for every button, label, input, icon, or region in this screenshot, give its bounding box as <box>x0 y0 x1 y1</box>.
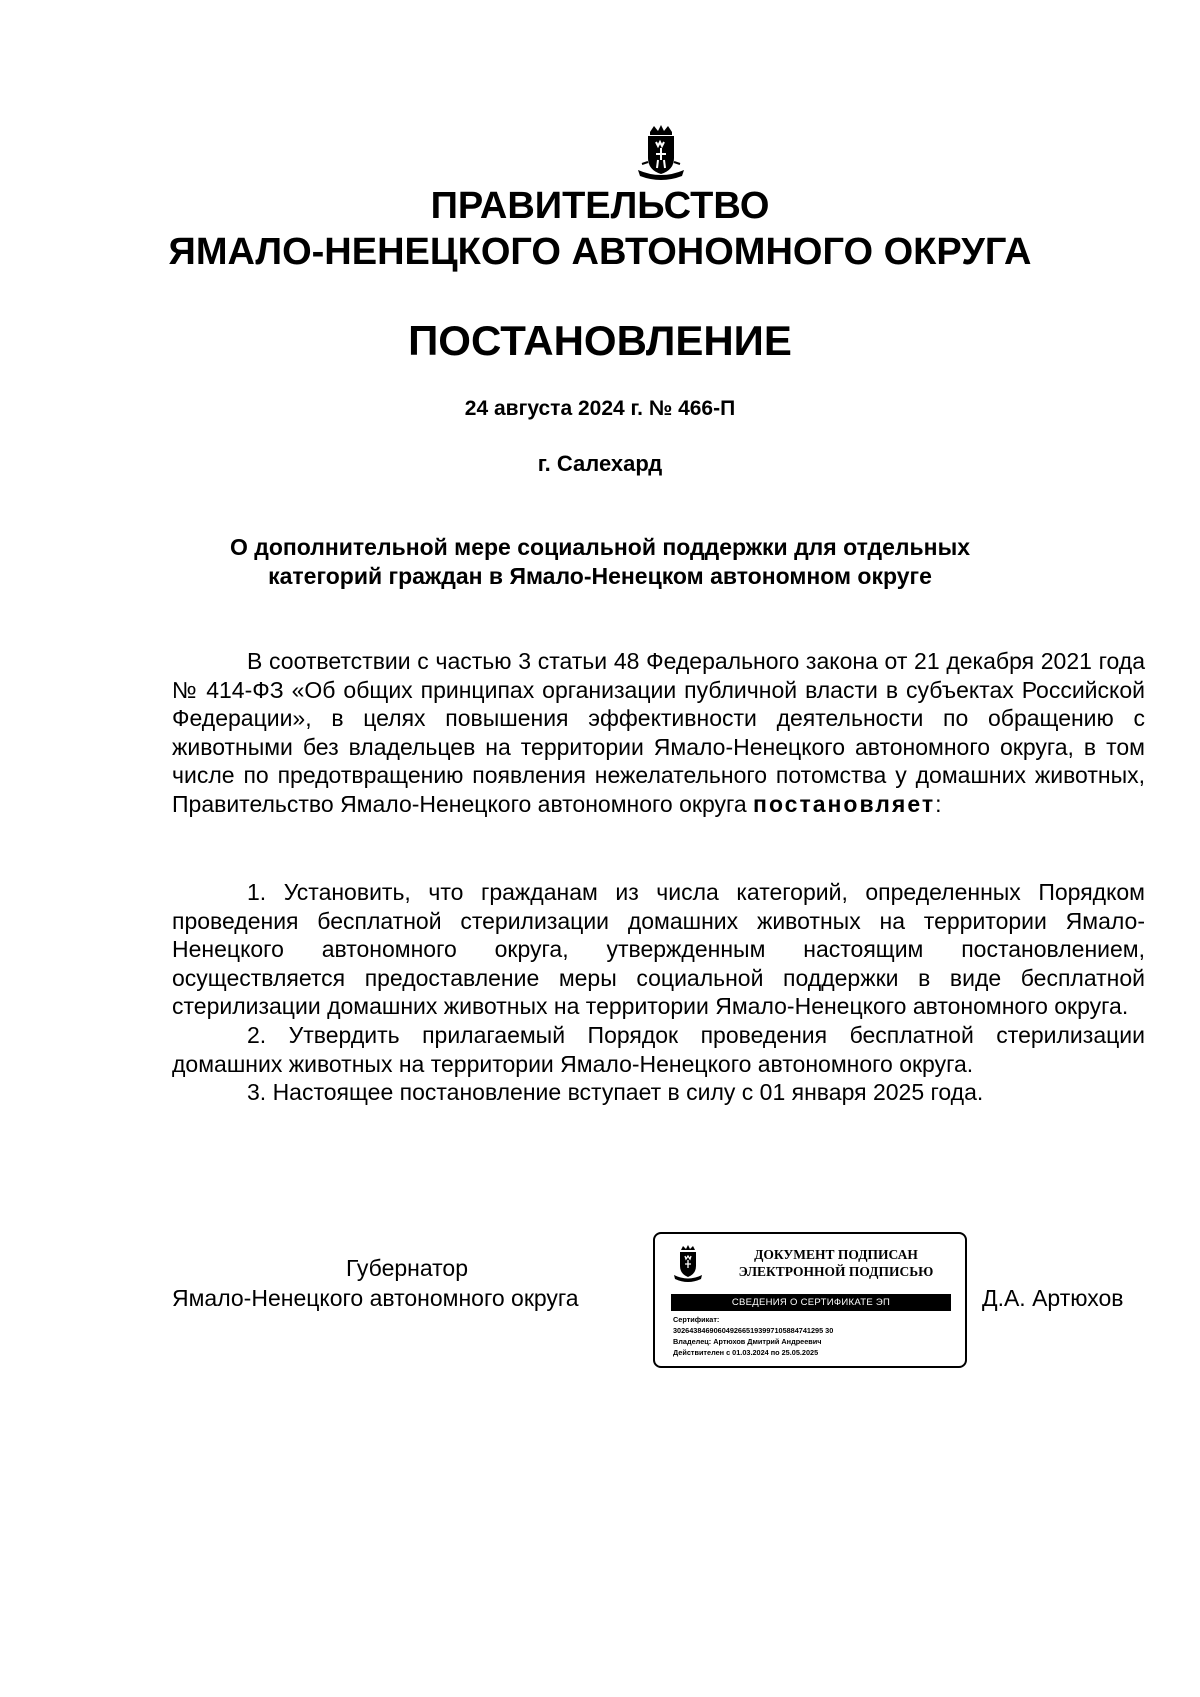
date-and-number: 24 августа 2024 г. № 466-П <box>464 397 736 420</box>
decree-item-3: 3. Настоящее постановление вступает в силу с 01 января 2025 года. <box>247 1079 984 1106</box>
subject-line1: О дополнительной мере социальной поддержки для отдельных <box>229 534 971 560</box>
decree-items <box>172 878 1145 1107</box>
subject-line2: категорий граждан в Ямало-Ненецком автономном округе <box>268 563 932 589</box>
org-title-line1: ПРАВИТЕЛЬСТВО <box>430 185 770 227</box>
stamp-certificate-bar: СВЕДЕНИЯ О СЕРТИФИКАТЕ ЭП <box>671 1294 951 1311</box>
coat-of-arms-emblem <box>622 124 700 182</box>
org-title-line2: ЯМАЛО-НЕНЕЦКОГО АВТОНОМНОГО ОКРУГА <box>168 231 1032 273</box>
intro-paragraph <box>172 647 1145 819</box>
intro-tail: : <box>935 790 942 817</box>
decree-word: постановляет <box>753 790 936 817</box>
document-type: ПОСТАНОВЛЕНИЕ <box>408 317 792 364</box>
stamp-validity: Действителен с 01.03.2024 по 25.05.2025 <box>673 1348 819 1357</box>
intro-text: В соответствии с частью 3 статьи 48 Федерального закона от 21 декабря 2021 года № 414-ФЗ «Об общих принципах организации публичной власти в субъектах Российской Федерации», в целях повышения эффективности деятельности по обращению с животными без владельцев на территории Ямало-Ненецкого автономного округа, в том числе по предотвращению появления нежелательного потомства у домашних животных, Правительство Ямало-Ненецкого автономного округа <box>172 648 1145 817</box>
stamp-owner: Владелец: Артюхов Дмитрий Андреевич <box>673 1337 822 1346</box>
stamp-cert-label: Сертификат: <box>673 1315 720 1324</box>
stamp-heading <box>715 1246 957 1280</box>
decree-item-2: 2. Утвердить прилагаемый Порядок проведения бесплатной стерилизации домашних животных на территории Ямало-Ненецкого автономного округа. <box>172 1021 1145 1077</box>
city: г. Салехард <box>537 451 663 476</box>
signatory-title-line2: Ямало-Ненецкого автономного округа <box>172 1285 579 1311</box>
decree-item-1: 1. Установить, что гражданам из числа категорий, определенных Порядком проведения бесплатной стерилизации домашних животных на территории Ямало-Ненецкого автономного округа, утвержденным настоящим постановлением, осуществляется предоставление меры социальной поддержки в виде бесплатной стерилизации домашних животных на территории Ямало-Ненецкого автономного округа. <box>172 879 1145 1020</box>
coat-of-arms-emblem-small <box>671 1244 705 1284</box>
document-subject <box>200 533 1000 591</box>
electronic-signature-stamp <box>653 1232 967 1368</box>
stamp-heading-line2: ЭЛЕКТРОННОЙ ПОДПИСЬЮ <box>738 1264 934 1279</box>
signatory-title-line1: Губернатор <box>345 1255 469 1281</box>
stamp-cert-number: 3026438469060492665193997105884741295 30 <box>673 1326 834 1335</box>
signatory-title <box>172 1253 642 1313</box>
stamp-certificate-details <box>673 1314 958 1358</box>
stamp-heading-line1: ДОКУМЕНТ ПОДПИСАН <box>754 1247 918 1262</box>
signatory-name: Д.А. Артюхов <box>982 1285 1124 1311</box>
